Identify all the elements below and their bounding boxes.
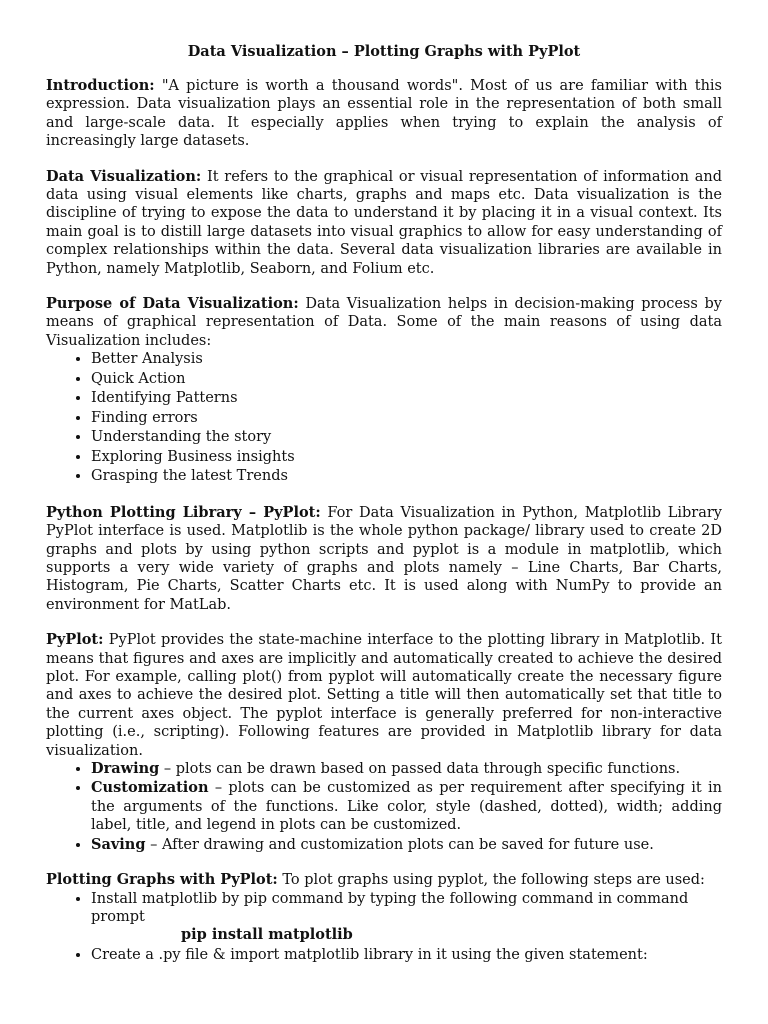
list-item: • Finding errors <box>91 409 722 429</box>
list-item <box>91 890 722 945</box>
list-item <box>91 779 722 834</box>
introduction-label: Introduction: <box>46 77 155 94</box>
document-title: Data Visualization – Plotting Graphs with PyPlot <box>187 43 581 60</box>
purpose-text: Data Visualization helps in decision-making process by means of graphical representation of Data. Some of the main reasons of using data Visualization includes: <box>46 296 722 349</box>
purpose-list <box>46 350 722 487</box>
feature-desc: – plots can be customized as per requirement after specifying it in the arguments of the functions. Like color, style (dashed, dotted), width; adding label, title, and legend in plots can be customized. <box>91 780 722 834</box>
feature-term: Customization <box>91 779 209 797</box>
feature-term: Saving <box>91 835 146 853</box>
data-visualization-text: It refers to the graphical or visual representation of information and data using visual elements like charts, graphs and maps etc. Data visualization is the discipline of trying to expose the data to understand it by placing it in a visual context. Its main goal is to distill large datasets into visual graphics to allow for easy understanding of complex relationships within the data. Several data visualization libraries are available in Python, namely Matplotlib, Seaborn, and Folium etc. <box>46 168 722 277</box>
list-item: • Grasping the latest Trends <box>91 467 722 487</box>
list-item: • Exploring Business insights <box>91 448 722 468</box>
section-purpose <box>46 295 722 487</box>
purpose-paragraph <box>46 295 722 350</box>
plotting-steps-label: Plotting Graphs with PyPlot: <box>46 871 278 889</box>
list-item: • Quick Action <box>91 370 722 390</box>
python-library-paragraph <box>46 504 722 614</box>
list-item: • Identifying Patterns <box>91 389 722 409</box>
data-visualization-paragraph <box>46 168 722 278</box>
step-text: Install matplotlib by pip command by typing the following command in command prompt <box>91 890 689 925</box>
section-plotting-steps <box>46 871 722 964</box>
feature-desc: – plots can be drawn based on passed data through specific functions. <box>159 761 681 778</box>
list-item: • Better Analysis <box>91 350 722 370</box>
feature-desc: – After drawing and customization plots can be saved for future use. <box>145 836 654 853</box>
data-visualization-label: Data Visualization: <box>46 167 202 185</box>
plotting-steps-paragraph <box>46 871 722 889</box>
plotting-steps-list <box>46 890 722 965</box>
pyplot-text: PyPlot provides the state-machine interface to the plotting library in Matplotlib. It means that figures and axes are implicitly and automatically created to achieve the desired plot. For example, calling plot() from pyplot will automatically create the necessary figure and axes to achieve the desired plot. Setting a title will then automatically set that title to the current axes object. The pyplot interface is generally preferred for non-interactive plotting (i.e., scripting). Following features are provided in Matplotlib library for data visualization. <box>46 632 722 759</box>
pyplot-paragraph <box>46 631 722 760</box>
list-item: • Create a .py file & import matplotlib library in it using the given statement: <box>91 946 722 964</box>
pyplot-features-list <box>46 760 722 854</box>
list-item: • Understanding the story <box>91 428 722 448</box>
introduction-paragraph <box>46 77 722 151</box>
list-item <box>91 760 722 778</box>
section-introduction <box>46 77 722 151</box>
python-library-label: Python Plotting Library – PyPlot: <box>46 503 321 521</box>
section-python-library <box>46 504 722 614</box>
pip-command: pip install matplotlib <box>181 926 353 944</box>
introduction-text: "A picture is worth a thousand words". Most of us are familiar with this expression. Data visualization plays an essential role in the representation of both small and large-scale data. It especially applies when trying to explain the analysis of increasingly large datasets. <box>46 78 722 150</box>
python-library-text: For Data Visualization in Python, Matplotlib Library PyPlot interface is used. Matplotlib is the whole python package/ library used to create 2D graphs and plots by using python scripts and pyplot is a module in matplotlib, which supports a very wide variety of graphs and plots namely – Line Charts, Bar Charts, Histogram, Pie Charts, Scatter Charts etc. It is used along with NumPy to provide an environment for MatLab. <box>46 504 722 613</box>
plotting-steps-text: To plot graphs using pyplot, the following steps are used: <box>277 872 705 889</box>
section-data-visualization <box>46 168 722 278</box>
pyplot-label: PyPlot: <box>46 631 104 649</box>
section-pyplot <box>46 631 722 854</box>
list-item <box>91 836 722 854</box>
feature-term: Drawing <box>91 760 160 778</box>
purpose-label: Purpose of Data Visualization: <box>46 295 299 313</box>
